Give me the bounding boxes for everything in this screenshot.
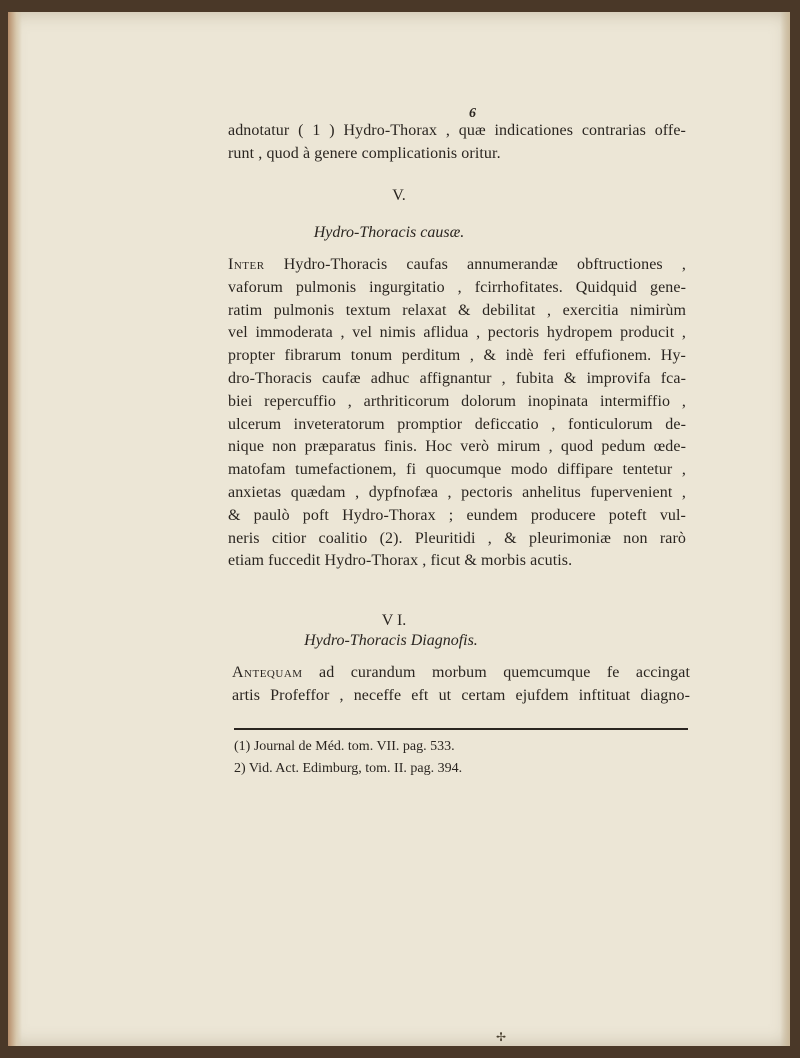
line-rest: ad curandum morbum quemcumque fe accingat <box>302 664 690 681</box>
intro-paragraph <box>228 120 686 166</box>
lead-word: Antequam <box>232 664 303 681</box>
book-page <box>8 12 790 1046</box>
text-line: anxietas quædam , dypfnofæa , pectoris anhelitus fupervenient , <box>228 483 686 501</box>
text-line: neris citior coalitio (2). Pleuritidi , & pleurimoniæ non rarò <box>228 529 686 547</box>
text-line: ratim pulmonis textum relaxat & debilitat , exercitia nimirùm <box>228 301 686 319</box>
line-rest: Hydro-Thoracis caufas annumerandæ obftructiones , <box>264 256 686 273</box>
footnote-rule <box>234 728 688 730</box>
text-line: etiam fuccedit Hydro-Thorax , ficut & morbis acutis. <box>228 552 573 570</box>
text-line: runt , quod à genere complicationis oritur. <box>228 144 501 162</box>
printer-ornament-icon: ✢ <box>496 1030 507 1044</box>
lead-word: Inter <box>228 256 265 273</box>
text-line: adnotatur ( 1 ) Hydro-Thorax , quæ indicationes contrarias offe- <box>228 122 686 139</box>
text-line: ulcerum inveteratorum promptior deficcatio , fonticulorum de- <box>228 415 686 433</box>
text-line <box>228 254 686 277</box>
footnote: 2) Vid. Act. Edimburg, tom. II. pag. 394. <box>234 761 463 776</box>
footnote: (1) Journal de Méd. tom. VII. pag. 533. <box>234 739 455 754</box>
text-line: vaforum pulmonis ingurgitatio , fcirrhofitates. Quidquid gene- <box>228 278 686 296</box>
text-line: artis Profeffor , neceffe eft ut certam ejufdem inftituat diagno- <box>232 686 690 704</box>
section-number: V I. <box>381 612 407 629</box>
section-paragraph <box>228 254 686 573</box>
text-line: matofam tumefactionem, fi quocumque modo diffipare tentetur , <box>228 461 686 479</box>
text-line: & paulò poft Hydro-Thorax ; eundem producere poteft vul- <box>228 506 686 524</box>
section-paragraph <box>232 662 690 708</box>
text-line: biei repercuffio , arthriticorum dolorum inopinata intermiffio , <box>228 392 686 410</box>
section-title: Hydro-Thoracis causæ. <box>313 224 465 241</box>
section-number: V. <box>392 187 406 204</box>
page-number: 6 <box>469 106 476 121</box>
text-line: propter fibrarum tonum perditum , & indè feri effufionem. Hy- <box>228 347 686 365</box>
page-right-edge <box>780 12 790 1046</box>
text-line <box>232 662 690 685</box>
section-title: Hydro-Thoracis Diagnofis. <box>304 632 478 649</box>
text-line: vel immoderata , vel nimis aflidua , pectoris hydropem producit , <box>228 324 686 342</box>
page-left-edge <box>8 12 22 1046</box>
text-line: dro-Thoracis caufæ adhuc affignantur , fubita & improvifa fca- <box>228 369 686 387</box>
footnotes <box>234 736 462 780</box>
text-line: nique non præparatus finis. Hoc verò mirum , quod pedum œde- <box>228 438 686 456</box>
